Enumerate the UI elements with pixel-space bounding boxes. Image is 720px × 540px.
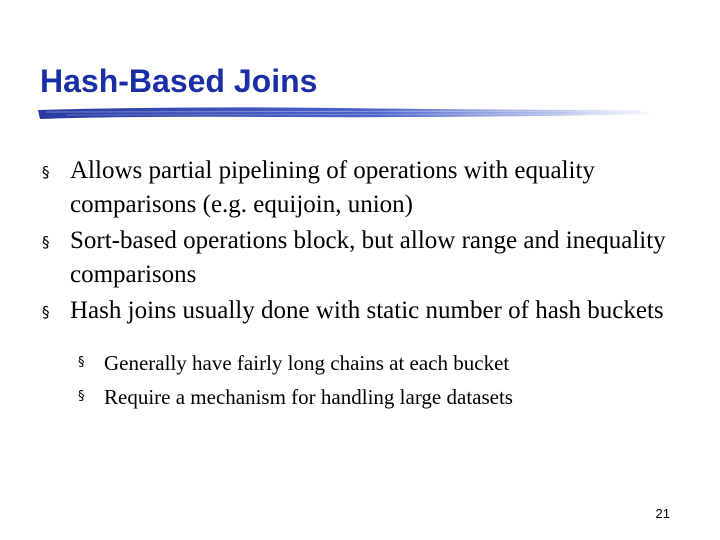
bullet-item — [42, 154, 682, 222]
bullet-list — [42, 154, 682, 414]
bullet-text: Allows partial pipelining of operations with equality comparisons (e.g. equijoin, union) — [70, 157, 595, 218]
bullet-item — [42, 294, 682, 328]
sub-bullet-text: Generally have fairly long chains at each bucket — [104, 351, 510, 375]
sub-bullet-text: Require a mechanism for handling large datasets — [104, 385, 513, 409]
bullet-text: Hash joins usually done with static number of hash buckets — [70, 297, 664, 324]
sub-bullet-list — [42, 346, 682, 414]
bullet-item — [42, 224, 682, 292]
title-underline-brush — [36, 104, 656, 122]
bullet-marker-icon: § — [42, 233, 50, 251]
slide-title: Hash-Based Joins — [40, 63, 318, 99]
sub-bullet-item — [42, 380, 682, 414]
page-number: 21 — [655, 506, 670, 521]
bullet-marker-icon: § — [42, 163, 50, 181]
bullet-marker-icon: § — [42, 303, 50, 321]
sub-bullet-marker-icon: § — [78, 355, 85, 370]
bullet-text: Sort-based operations block, but allow range and inequality comparisons — [70, 227, 666, 288]
sub-bullet-item — [42, 346, 682, 380]
sub-bullet-marker-icon: § — [78, 389, 85, 404]
